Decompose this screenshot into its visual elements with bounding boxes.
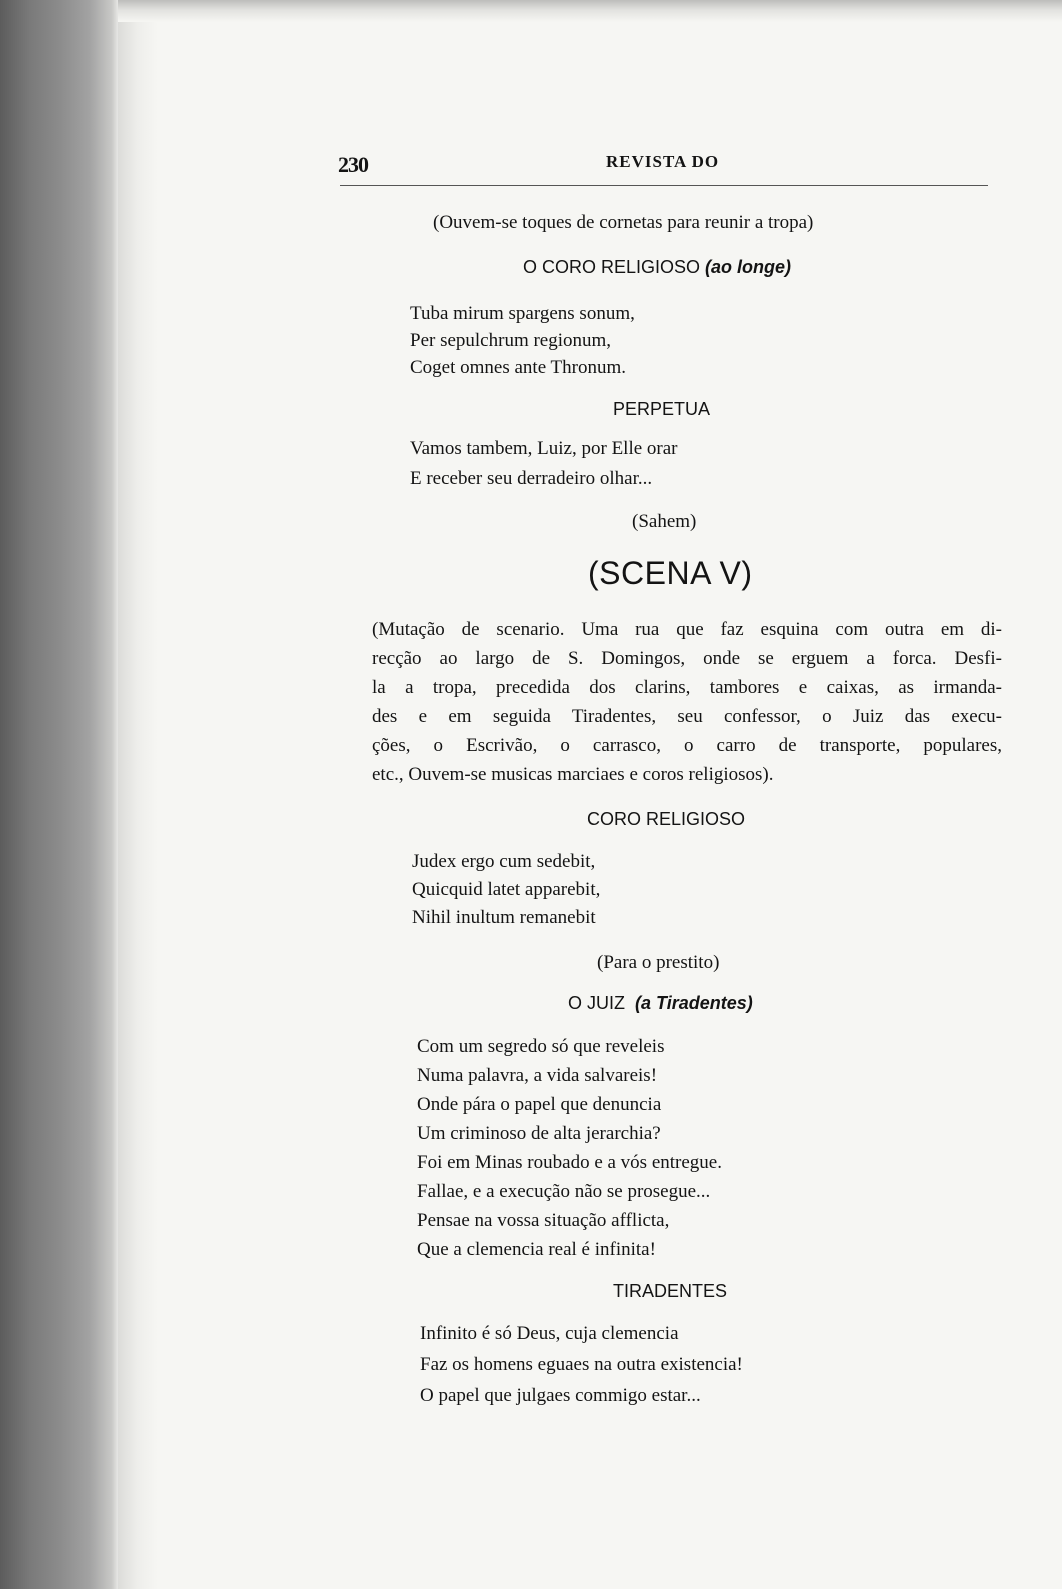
speaker-heading-coro-religioso (523, 256, 791, 278)
page-number: 230 (338, 152, 368, 177)
verse-line: Um criminoso de alta jerarchia? (417, 1123, 661, 1144)
stage-direction-procession: (Para o prestito) (597, 952, 720, 973)
verse-line: Judex ergo cum sedebit, (412, 851, 596, 872)
verse-line: Fallae, e a execução não se prosegue... (417, 1181, 711, 1202)
verse-line: Per sepulchrum regionum, (410, 330, 612, 351)
speaker-name: O CORO RELIGIOSO (523, 257, 701, 277)
verse-line: Tuba mirum spargens sonum, (410, 303, 635, 324)
speaker-heading-coro-religioso-2: CORO RELIGIOSO (587, 809, 746, 829)
verse-line: Foi em Minas roubado e a vós entregue. (417, 1152, 722, 1173)
speaker-note: (a Tiradentes) (635, 993, 753, 1013)
verse-line: Faz os homens eguaes na outra existencia! (420, 1354, 743, 1375)
stage-direction-bugles: (Ouvem-se toques de cornetas para reunir a tropa) (433, 212, 814, 233)
prose-line: (Mutação de scenario. Uma rua que faz esquina com outra em di- (372, 619, 1002, 640)
verse-line: Onde pára o papel que denuncia (417, 1094, 662, 1115)
speaker-heading-juiz (568, 992, 753, 1014)
verse-line: Infinito é só Deus, cuja clemencia (420, 1323, 679, 1344)
speaker-heading-perpetua: PERPETUA (613, 399, 711, 419)
verse-line: E receber seu derradeiro olhar... (410, 468, 653, 489)
scene-title: (SCENA V) (588, 555, 753, 591)
verse-line: Vamos tambem, Luiz, por Elle orar (410, 438, 678, 459)
scene-stage-direction (372, 615, 1002, 789)
speaker-heading-tiradentes: TIRADENTES (613, 1281, 728, 1301)
verse-line: O papel que julgaes commigo estar... (420, 1385, 701, 1406)
verse-line: Com um segredo só que reveleis (417, 1036, 665, 1057)
header-rule (340, 185, 988, 186)
verse-line: Coget omnes ante Thronum. (410, 357, 627, 378)
stage-direction-exit: (Sahem) (632, 511, 697, 532)
speaker-note: (ao longe) (705, 257, 792, 277)
prose-line: des e em seguida Tiradentes, seu confessor, o Juiz das execu- (372, 706, 1002, 727)
verse-line: Numa palavra, a vida salvareis! (417, 1065, 658, 1086)
prose-line: la a tropa, precedida dos clarins, tambores e caixas, as irmanda- (372, 677, 1002, 698)
verse-line: Que a clemencia real é infinita! (417, 1239, 656, 1260)
verse-line: Quicquid latet apparebit, (412, 879, 601, 900)
running-title: REVISTA DO (606, 152, 720, 171)
prose-line: ções, o Escrivão, o carrasco, o carro de transporte, populares, (372, 735, 1002, 756)
prose-line: recção ao largo de S. Domingos, onde se erguem a forca. Desfi- (372, 648, 1002, 669)
verse-line: Nihil inultum remanebit (412, 907, 596, 928)
verse-line: Pensae na vossa situação afflicta, (417, 1210, 670, 1231)
prose-line: etc., Ouvem-se musicas marciaes e coros religiosos). (372, 764, 774, 785)
speaker-name: O JUIZ (568, 993, 625, 1013)
